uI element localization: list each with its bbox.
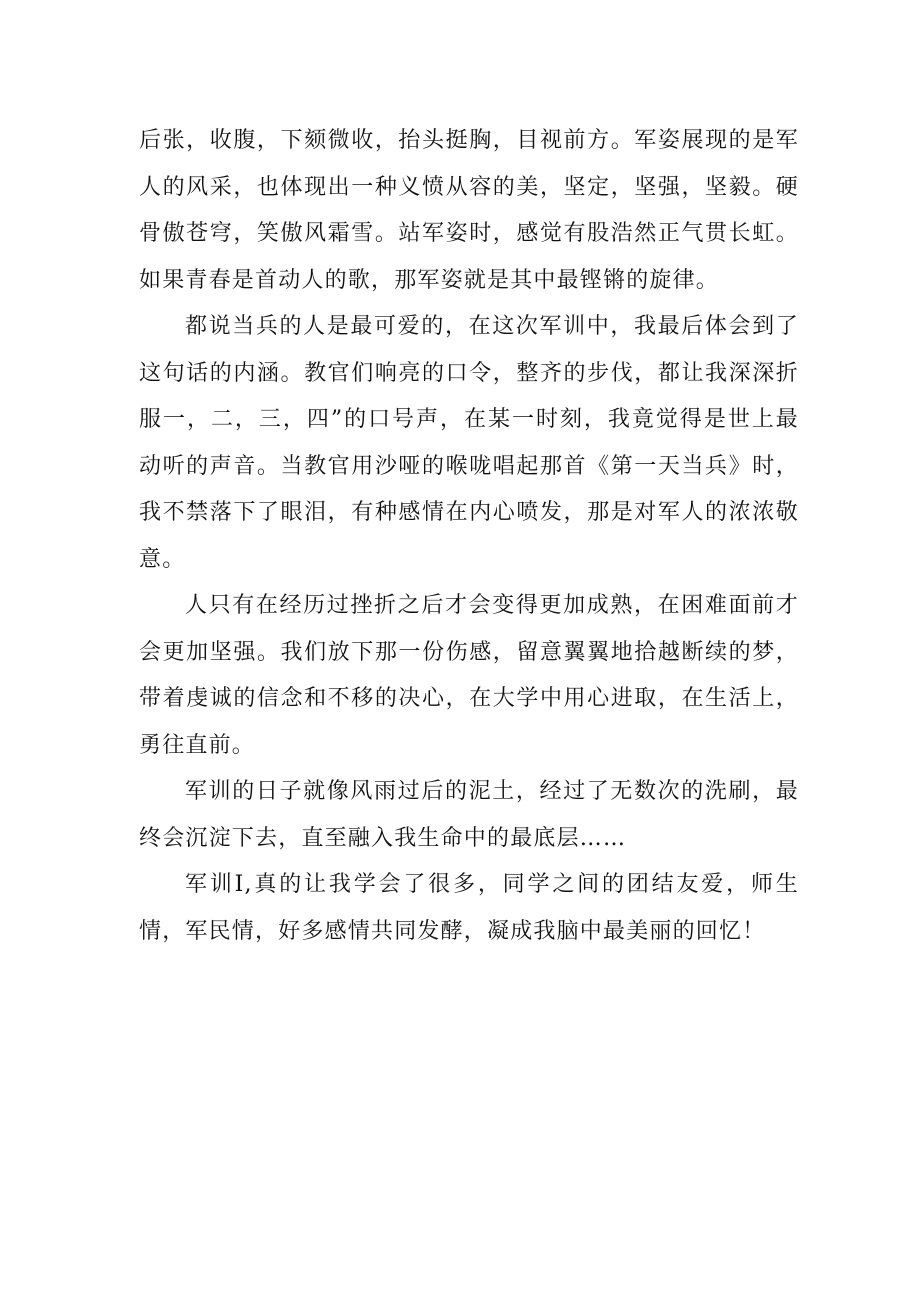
paragraph-1: 后张，收腹，下颏微收，抬头挺胸，目视前方。军姿展现的是军人的风采，也体现出一种义愤从容的美，坚定，坚强，坚毅。硬骨傲苍穹，笑傲风霜雪。站军姿时，感觉有股浩然正气贯长虹。如果青春是首动人的歌，那军姿就是其中最铿锵的旋律。 xyxy=(139,128,799,293)
paragraph-4: 军训的日子就像风雨过后的泥土，经过了无数次的洗刷，最终会沉淀下去，直至融入我生命中的最底层…… xyxy=(139,779,799,851)
document-body xyxy=(139,118,799,955)
paragraph-3: 人只有在经历过挫折之后才会变得更加成熟，在困难面前才会更加坚强。我们放下那一份伤感，留意翼翼地拾越断续的梦，带着虔诚的信念和不移的决心，在大学中用心进取，在生活上，勇往直前。 xyxy=(139,593,799,758)
paragraph-5: 军训I,真的让我学会了很多，同学之间的团结友爱，师生情，军民情，好多感情共同发酵，凝成我脑中最美丽的回忆！ xyxy=(139,872,799,944)
paragraph-2: 都说当兵的人是最可爱的，在这次军训中，我最后体会到了这句话的内涵。教官们响亮的口令，整齐的步伐，都让我深深折服一，二，三，四”的口号声，在某一时刻，我竟觉得是世上最动听的声音。当教官用沙哑的喉咙唱起那首《第一天当兵》时，我不禁落下了眼泪，有种感情在内心喷发，那是对军人的浓浓敬意。 xyxy=(139,314,799,572)
